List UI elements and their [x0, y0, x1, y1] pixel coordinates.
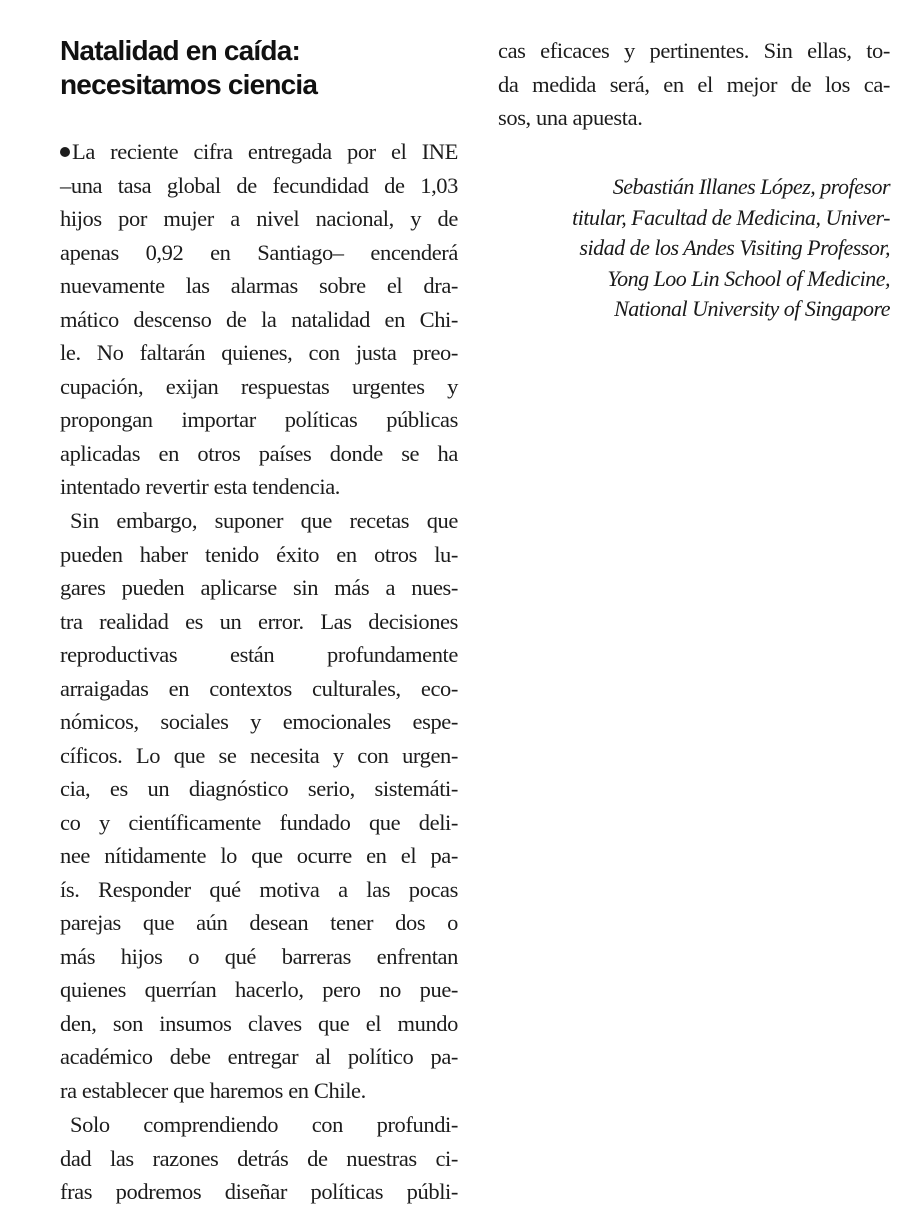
text-line: ra establecer que haremos en Chile.	[60, 1077, 366, 1103]
text-line: mático descenso de la natalidad en Chi-	[60, 306, 458, 332]
text-line	[60, 135, 458, 169]
text-line: quienes querrían hacerlo, pero no pue-	[60, 977, 458, 1002]
text-line: sos, una apuesta.	[498, 105, 643, 130]
signature-line: sidad de los Andes Visiting Professor,	[579, 235, 890, 260]
text-line: hijos por mujer a nivel nacional, y de	[60, 206, 458, 231]
text-line: gares pueden aplicarse sin más a nues-	[60, 575, 458, 600]
text-line: le. No faltarán quienes, con justa preo-	[60, 340, 458, 365]
text-line: cíficos. Lo que se necesita y con urgen-	[60, 742, 458, 768]
article-headline	[60, 34, 317, 102]
text-line: den, son insumos claves que el mundo	[60, 1010, 458, 1036]
text-line: cas eficaces y pertinentes. Sin ellas, to-	[498, 38, 890, 63]
text-line: arraigadas en contextos culturales, eco-	[60, 675, 458, 701]
text-line: dad las razones detrás de nuestras ci-	[60, 1145, 458, 1171]
text-line: da medida será, en el mejor de los ca-	[498, 71, 890, 97]
paragraph-3-continued	[498, 34, 890, 135]
text-line: cupación, exijan respuestas urgentes y	[60, 373, 458, 399]
text-line: ís. Responder qué motiva a las pocas	[60, 876, 458, 902]
text-line: pueden haber tenido éxito en otros lu-	[60, 541, 458, 567]
signature-line: Yong Loo Lin School of Medicine,	[607, 265, 890, 291]
signature-line: titular, Facultad de Medicina, Univer-	[572, 204, 890, 230]
text-line-content: La reciente cifra entregada por el INE	[72, 139, 458, 164]
text-line: reproductivas están profundamente	[60, 642, 458, 667]
author-signature	[498, 172, 890, 325]
paragraph-2	[60, 504, 458, 1107]
text-line: nuevamente las alarmas sobre el dra-	[60, 273, 458, 298]
text-line: tra realidad es un error. Las decisiones	[60, 608, 458, 634]
text-line: fras podremos diseñar políticas públi-	[60, 1179, 458, 1204]
text-line: más hijos o qué barreras enfrentan	[60, 943, 458, 969]
text-line: nómicos, sociales y emocionales espe-	[60, 709, 458, 734]
paragraph-3	[60, 1108, 458, 1209]
text-line: aplicadas en otros países donde se ha	[60, 440, 458, 466]
text-line: propongan importar políticas públicas	[60, 407, 458, 432]
text-line: co y científicamente fundado que deli-	[60, 809, 458, 835]
headline-line: Natalidad en caída:	[60, 35, 300, 66]
text-line: cia, es un diagnóstico serio, sistemáti-	[60, 776, 458, 801]
text-line: intentado revertir esta tendencia.	[60, 474, 341, 499]
bullet-icon	[60, 147, 70, 157]
headline-line: necesitamos ciencia	[60, 69, 318, 100]
text-line: –una tasa global de fecundidad de 1,03	[60, 172, 458, 198]
signature-line: National University of Singapore	[614, 296, 890, 321]
signature-line: Sebastián Illanes López, profesor	[612, 174, 890, 199]
paragraph-1	[60, 135, 458, 504]
text-line: Sin embargo, suponer que recetas que	[70, 508, 458, 533]
text-line: nee nítidamente lo que ocurre en el pa-	[60, 843, 458, 868]
text-line: académico debe entregar al político pa-	[60, 1044, 458, 1069]
text-line: Solo comprendiendo con profundi-	[70, 1112, 458, 1137]
text-line: apenas 0,92 en Santiago– encenderá	[60, 239, 458, 265]
text-line: parejas que aún desean tener dos o	[60, 910, 458, 935]
